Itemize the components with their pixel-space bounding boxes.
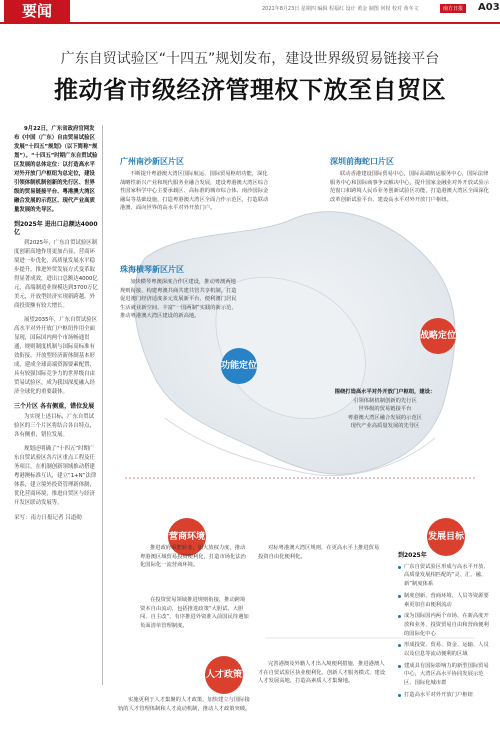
goals-heading: 到2025年 bbox=[398, 552, 427, 559]
qianhai-box bbox=[330, 156, 490, 204]
hengqin-text: 加快横琴粤澳深度合作区建设，推动粤澳两地规则衔接，构建粤澳共商共建共管共享机制，打造促进澳门经济适度多元发展新平台、便利澳门居民生活就业新空间、丰富“一国两制”实践的新示范、推动粤港澳大湾区建设的新高地。 bbox=[120, 279, 237, 320]
section-tag: 要闻 bbox=[4, 0, 70, 22]
goal-item: 制度创新、营商环境、人员等资源要素更加自由便利流动 bbox=[398, 592, 490, 609]
page-number: A03 bbox=[478, 2, 500, 13]
talent-policy-text-1: 实施更利于人才集聚的人才政策，加快建立与国际接轨的人才管理体制和人才流动机制，推动人才政策突破。 bbox=[118, 697, 251, 712]
goal-item: 建成具有国际影响力的新型国际贸易中心，大湾区高水平协同发展示范区、国际化城市群 bbox=[398, 662, 490, 688]
newspaper-badge: 南方日报 bbox=[440, 4, 466, 13]
qianhai-text: 联动香港建设国际贸易中心，国际高端航运服务中心，国际法律服务中心和国际商事争议解决中心，提升国家金融业对外开放试验示范窗口和跨境人民币业务创新试验区功能，打造港澳大湾区全面深化改革创新试验平台、建设高水平对外开放门户枢纽。 bbox=[330, 171, 489, 203]
paragraph: 展望2035年，广东自贸试验区高水平对外开放门户枢纽作用全面显现，国际国内两个市场畅通贯通，规则制度机制与国际高标准有效衔接，开放型经济新体制基本形成，建成全球高端资源要素配置、具有较强国际竞争力的世界级自由贸易试验区，成为我国深度融入经济全球化的重要载体。 bbox=[14, 317, 98, 395]
business-environment-badge: 营商环境 bbox=[168, 518, 206, 556]
development-goals-list bbox=[398, 552, 490, 703]
function-positioning-badge: 功能定位 bbox=[221, 348, 257, 384]
paragraph: 到2025年，广东自贸试验区制度创新高地作用更加凸显，营商环境进一步优化，高质量发展水平稳步提升，推进外贸发展方式变革取得显著成效，进出口总额达4000亿元，高端制造业规模达到3700万亿美元，开放型经济实现新跨越，外商投资额有较大增长。 bbox=[14, 240, 98, 309]
strategic-positioning-badge: 战略定位 bbox=[420, 318, 456, 354]
business-environment-text-3: 对标粤港澳大湾区规则，在更高水平上推进贸易投资自由化便利化。 bbox=[258, 545, 380, 560]
dateline: 2021年8月23日 星期四 编辑 程福红 设计 黄金 制图 何权 校对 黄冬文 bbox=[262, 6, 419, 12]
lead-paragraph: 9月22日，广东省政府官网发布《中国（广东）自由贸易试验区发展“十四五”规划》（以下简称“规划”）。“十四五”时期广东自贸试验区发展的总体定位：以打造高水平对外开放门户枢纽为总定位，建设引领体制机制创新的先行区、世界级的贸易链接平台、粤港澳大湾区融合发展的示范区、现代产业高质量发展的先导区。 bbox=[14, 126, 98, 213]
goal-item: 成为国际国内两个市场、在新高度开放和业务、投资贸易自由和营商便利的国际化中心 bbox=[398, 612, 490, 638]
business-environment-text-2: 在投资贸易领域推进规则衔接，推动跨境资本自由流动，包括推进政策“大胆试、大胆闯、自主改”，有序推进外资准入前国民待遇加负面清单管理制度。 bbox=[140, 597, 249, 630]
nansha-text: 不断提升粤港澳大湾区国际航运、国际贸易枢纽功能，深化战略性新兴产业和现代服务业融合发展，建设粤港澳大湾区综合性国家科学中心主要承载区、高标准的城市综合体、南沙国际金融岛等基础设施，打造粤港澳大湾区全面合作示范区，打造联动港澳、面向世界的高水平对外开放门户。 bbox=[120, 171, 269, 212]
paragraph: 规划还明确了“十四五”时期广东自贸试验区各片区重点工程及任务项目，在机制创新领域推动搭建粤港澳标准互认，建立“1+N”法律体系，建立境外投资管理新体制，优化营商环境，推进自贸区与经济开发区联动发展等。 bbox=[14, 446, 97, 506]
hengqin-box bbox=[120, 264, 240, 321]
subheadline: 广东自贸试验区“十四五”规划发布，建设世界级贸易链接平台 bbox=[60, 51, 440, 67]
strategic-positioning-text bbox=[300, 388, 470, 431]
strategy-item: 粤港澳大湾区融合发展的示范区 bbox=[347, 414, 423, 421]
goals-items bbox=[398, 563, 490, 700]
goal-item: 广东自贸试验区形成与高水平开放、高质量发展相匹配的“灵、汇、融、新”制度体系 bbox=[398, 563, 490, 589]
development-goals-badge: 发展目标 bbox=[427, 518, 465, 556]
business-environment-text-1: 推进政府职能转变，加大放权力度，推动粤港澳区域贸易投资便利化，打造市场化法治化国际化一流营商环境。 bbox=[140, 545, 246, 569]
nansha-box bbox=[120, 156, 270, 213]
strategy-item: 引领体制机制创新的先行区 bbox=[353, 397, 417, 404]
byline: 采写：南方日报记者 吕道勋 bbox=[14, 515, 82, 521]
headline: 推动省市级经济管理权下放至自贸区 bbox=[54, 76, 446, 104]
goal-item: 打造高水平对外开放门户枢纽 bbox=[398, 691, 490, 700]
section-heading-zones: 三个片区 各有侧重，错位发展 bbox=[14, 403, 95, 410]
goal-item: 形成投资、贸易、资金、运输、人员以及信息等流动便利的区域 bbox=[398, 641, 490, 658]
hengqin-title: 珠海横琴新区片区 bbox=[120, 265, 184, 274]
talent-policy-badge: 人才政策 bbox=[205, 656, 243, 694]
column-divider bbox=[102, 125, 103, 685]
page-header bbox=[0, 0, 500, 24]
talent-policy-text-2: 完善港澳及外籍人才出入境便利措施，推进港澳人才在自贸试验区执业便利化，创新人才服务模式，建设人才发展高地，打造高素质人才集聚地。 bbox=[258, 661, 386, 685]
nansha-title: 广州南沙新区片区 bbox=[120, 157, 184, 166]
strategy-intro: 围绕打造高水平对外开放门户枢纽，建设： bbox=[334, 389, 436, 395]
strategy-item: 世界级的贸易链接平台 bbox=[358, 406, 412, 412]
qianhai-title: 深圳前海蛇口片区 bbox=[330, 157, 394, 166]
strategy-item: 现代产业高质量发展的先导区 bbox=[350, 423, 420, 429]
paragraph: 为实现上述目标，广东自贸试验区的三个片区将结合各自特点，各有侧重，错位发展。 bbox=[14, 414, 95, 438]
left-column bbox=[14, 125, 98, 523]
section-heading-2025: 到2025年 进出口总额达4000亿 bbox=[14, 221, 98, 236]
